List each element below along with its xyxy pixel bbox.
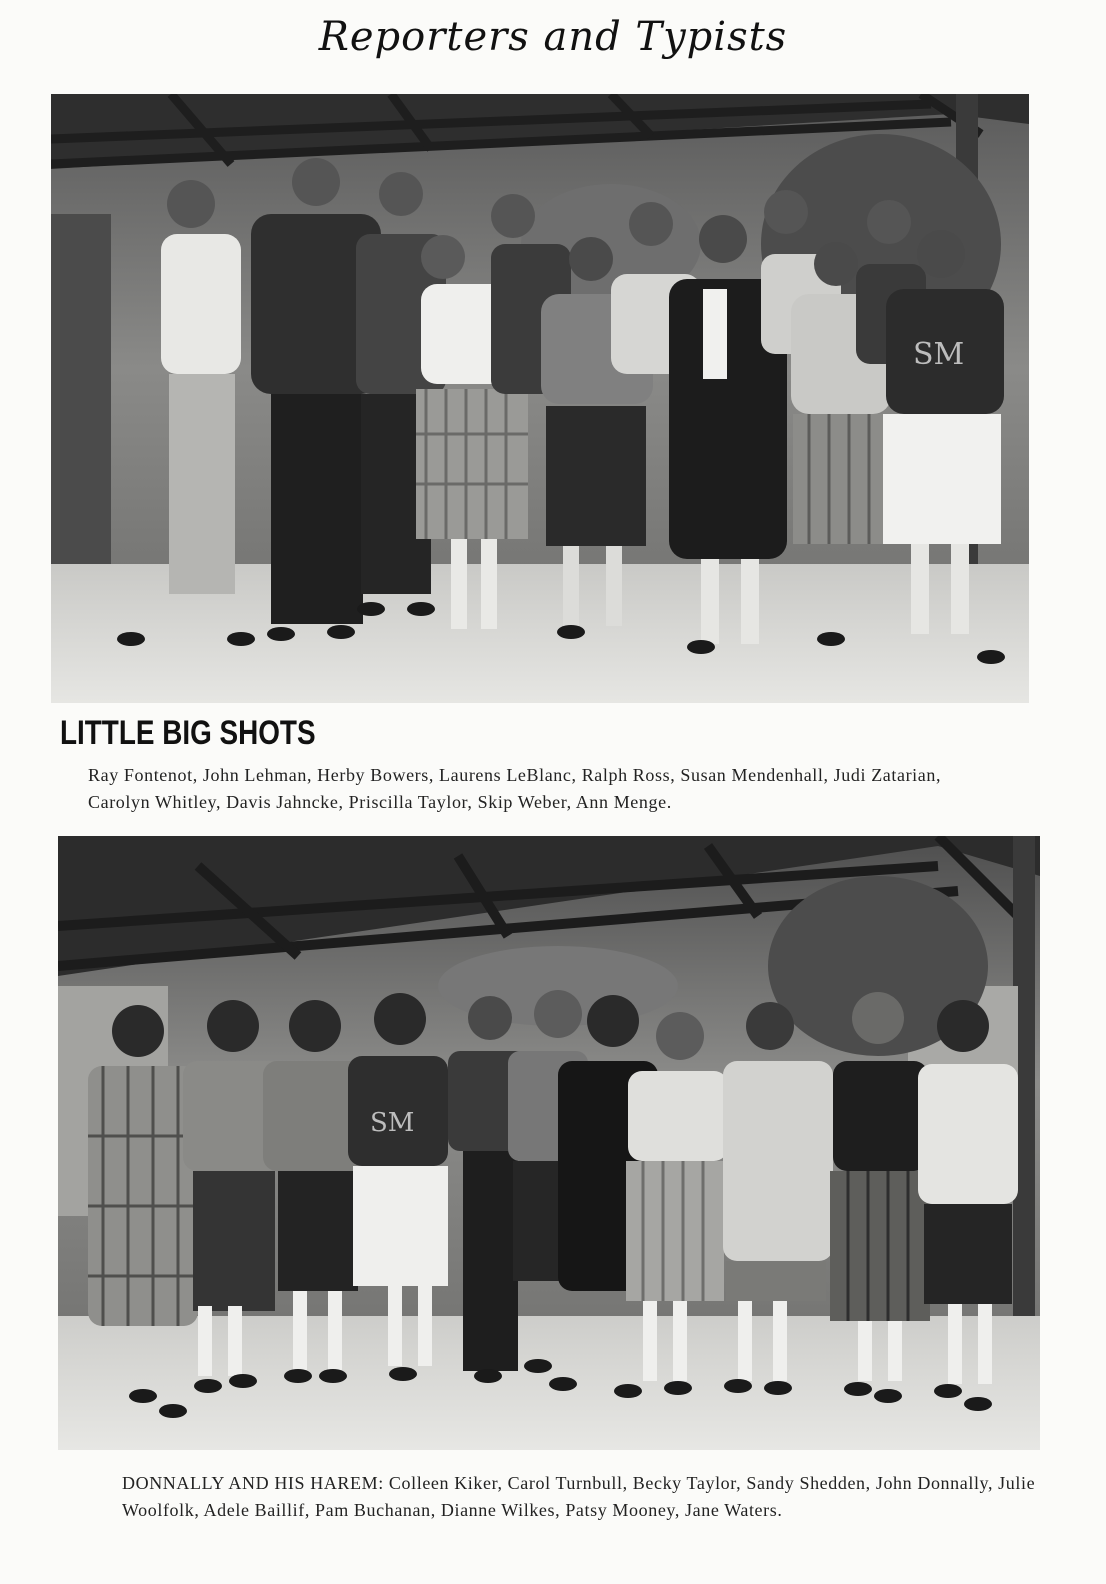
svg-text:SM: SM <box>370 1108 415 1138</box>
group-photo-little-big-shots <box>51 94 1029 703</box>
caption-little-big-shots: Ray Fontenot, John Lehman, Herby Bowers, Laurens LeBlanc, Ralph Ross, Susan Mendenhall, Judi Zatarian, Carolyn Whitley, Davis Jahncke, Priscilla Taylor, Skip Weber, Ann Menge. <box>88 765 942 812</box>
section-heading-little-big-shots: LITTLE BIG SHOTS <box>60 714 316 752</box>
caption-donnally-and-his-harem: DONNALLY AND HIS HAREM: Colleen Kiker, Carol Turnbull, Becky Taylor, Sandy Shedden, John Donnally, Julie Woolfolk, Adele Baillif, Pam Buchanan, Dianne Wilkes, Patsy Mooney, Jane Waters. <box>122 1473 1036 1520</box>
svg-text:SM: SM <box>913 337 965 372</box>
group-photo-donnally-and-his-harem <box>58 836 1040 1450</box>
page-title: Reporters and Typists <box>318 14 788 60</box>
